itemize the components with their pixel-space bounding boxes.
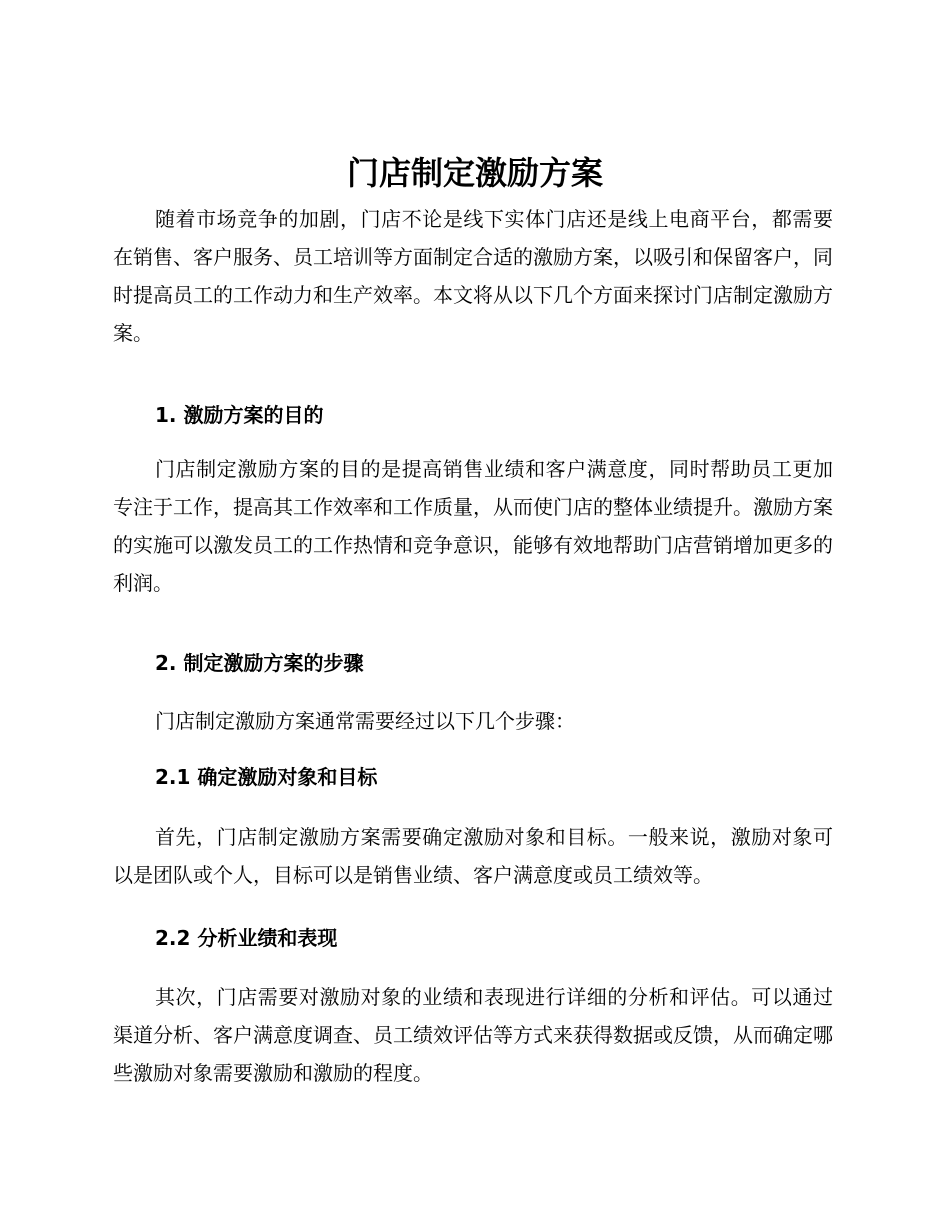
section-heading-purpose: 1. 激励方案的目的 [155, 403, 324, 427]
section-heading-analysis: 2.2 分析业绩和表现 [155, 926, 338, 950]
document-title: 门店制定激励方案 [346, 154, 603, 192]
section-heading-steps: 2. 制定激励方案的步骤 [155, 651, 364, 675]
section-body-steps: 门店制定激励方案通常需要经过以下几个步骤： [155, 709, 575, 733]
section-heading-target: 2.1 确定激励对象和目标 [155, 765, 378, 789]
intro-paragraph: 随着市场竞争的加剧，门店不论是线下实体门店还是线上电商平台，都需要在销售、客户服务、员工培训等方面制定合适的激励方案，以吸引和保留客户，同时提高员工的工作动力和生产效率。本文将从以下几个方面来探讨门店制定激励方案。 [113, 207, 833, 345]
section-body-purpose: 门店制定激励方案的目的是提高销售业绩和客户满意度，同时帮助员工更加专注于工作，提高其工作效率和工作质量，从而使门店的整体业绩提升。激励方案的实施可以激发员工的工作热情和竞争意识，能够有效地帮助门店营销增加更多的利润。 [113, 457, 833, 595]
section-body-analysis: 其次，门店需要对激励对象的业绩和表现进行详细的分析和评估。可以通过渠道分析、客户满意度调查、员工绩效评估等方式来获得数据或反馈，从而确定哪些激励对象需要激励和激励的程度。 [113, 985, 833, 1085]
section-body-target: 首先，门店制定激励方案需要确定激励对象和目标。一般来说，激励对象可以是团队或个人，目标可以是销售业绩、客户满意度或员工绩效等。 [113, 825, 833, 887]
